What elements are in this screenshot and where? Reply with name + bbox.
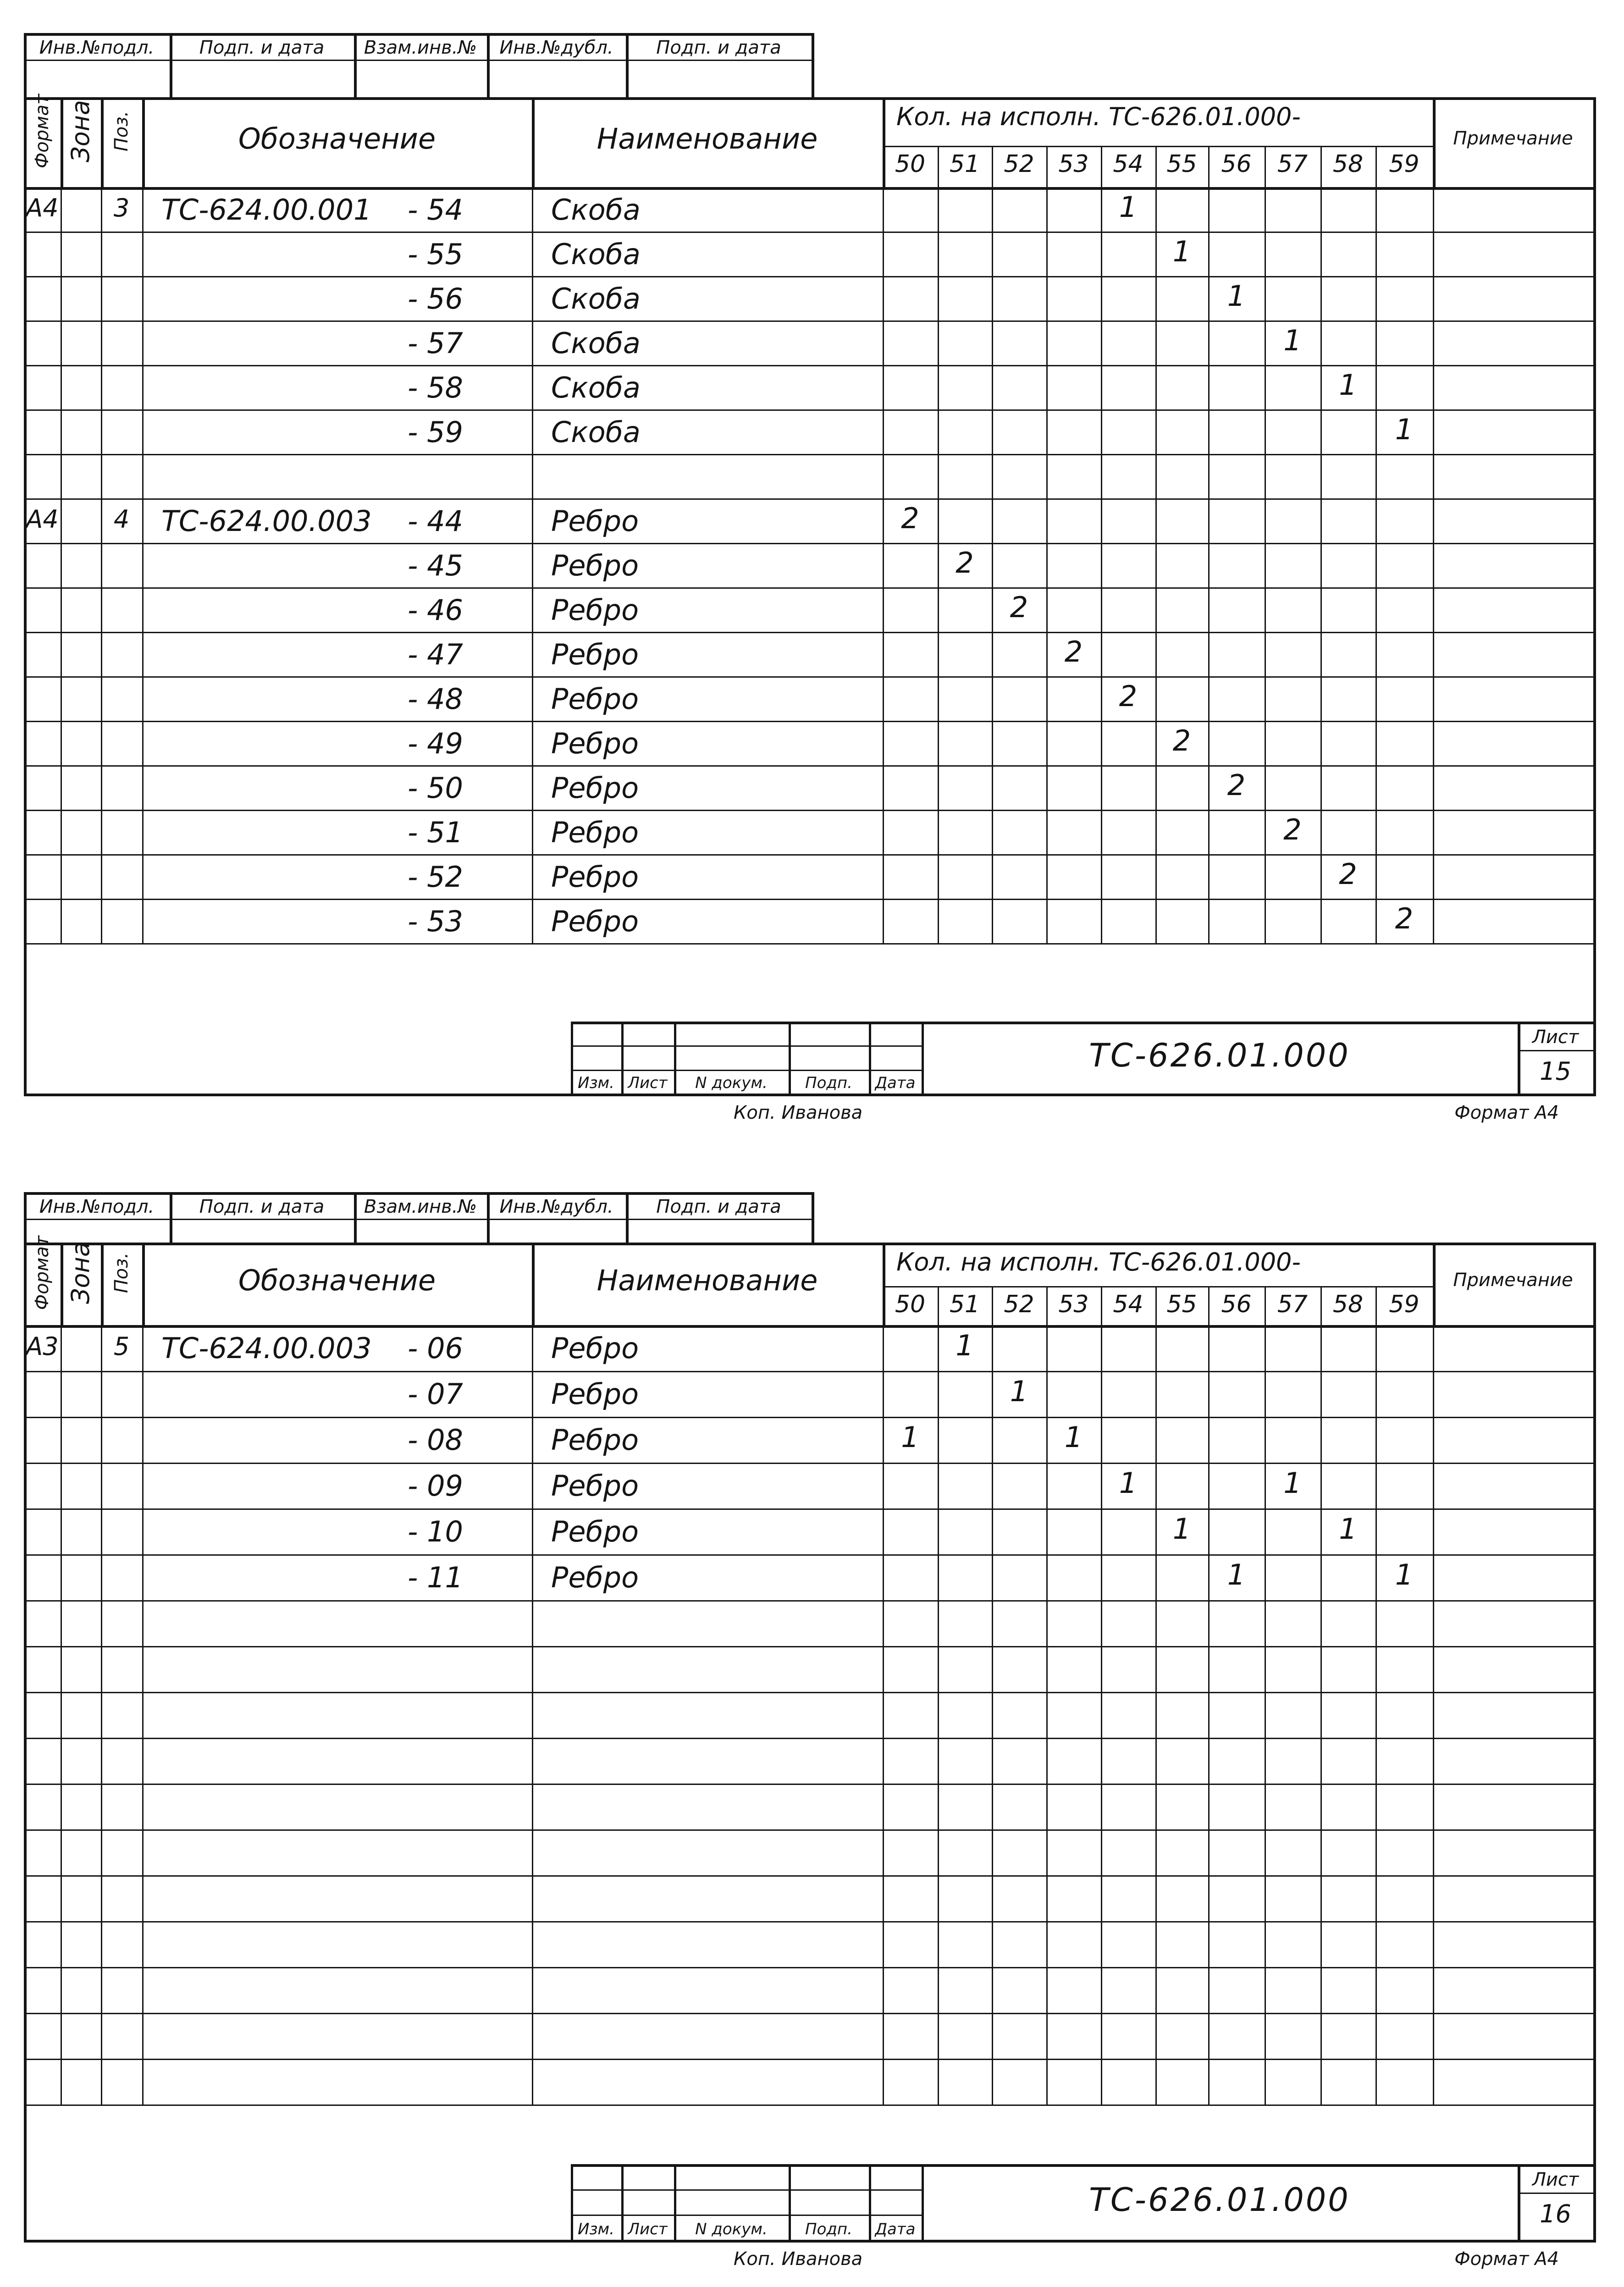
grid-line: [24, 676, 1593, 678]
stamp-label: Взам.инв.№: [364, 1196, 477, 1217]
title-col-label: Изм.: [578, 1074, 614, 1092]
grid-line: [1518, 2193, 1593, 2194]
sheet-number: 15: [1540, 1057, 1571, 1086]
grid-line: [571, 2215, 922, 2216]
stamp-label: Подп. и дата: [656, 37, 781, 58]
name-cell: Ребро: [551, 504, 639, 538]
grid-line: [24, 1463, 1593, 1464]
title-col-label: Подп.: [805, 2220, 852, 2238]
grid-line: [101, 1243, 104, 1325]
designation-suffix: - 50: [408, 771, 463, 805]
qty-cell: 1: [1339, 1512, 1357, 1546]
grid-line: [1593, 1243, 1596, 2240]
grid-line: [883, 1243, 885, 1325]
note-header: Примечание: [1453, 128, 1573, 149]
qty-cell: 2: [1395, 902, 1414, 936]
grid-line: [24, 365, 1593, 366]
grid-line: [626, 33, 629, 97]
designation-suffix: - 07: [408, 1377, 463, 1411]
grid-line: [883, 146, 1433, 147]
designation-suffix: - 52: [408, 860, 463, 894]
qty-cell: 1: [956, 1329, 974, 1362]
grid-line: [1375, 187, 1377, 943]
grid-line: [571, 1045, 922, 1047]
grid-line: [24, 232, 1593, 233]
grid-line: [142, 1325, 144, 2105]
designation-suffix: - 47: [408, 638, 463, 672]
grid-line: [1265, 146, 1266, 187]
grid-line: [571, 1022, 1593, 1024]
title-col-label: Подп.: [805, 1074, 852, 1092]
zone-header: Зона: [66, 99, 95, 163]
name-cell: Ребро: [551, 682, 639, 716]
grid-line: [24, 587, 1593, 589]
stamp-label: Инв.№дубл.: [499, 37, 613, 58]
grid-line: [24, 1371, 1593, 1372]
qty-cell: 2: [1339, 857, 1357, 891]
name-header: Наименование: [597, 122, 818, 155]
grid-line: [61, 1325, 62, 2105]
qty-cell: 2: [1227, 768, 1246, 802]
designation-suffix: - 45: [408, 549, 463, 583]
qty-cell: 1: [1339, 368, 1357, 402]
qty-cell: 2: [1119, 679, 1138, 713]
grid-line: [101, 187, 102, 943]
grid-line: [24, 1219, 812, 1220]
qty-cell: 2: [1172, 724, 1191, 758]
format-cell: А4: [26, 505, 59, 534]
grid-line: [1433, 97, 1436, 187]
grid-line: [24, 1094, 1596, 1096]
designation-suffix: - 55: [408, 238, 463, 271]
grid-line: [1046, 187, 1048, 943]
grid-line: [938, 146, 939, 187]
variant-header-56: 56: [1221, 1291, 1252, 1318]
grid-line: [170, 1192, 172, 1243]
grid-line: [1101, 146, 1102, 187]
grid-line: [883, 187, 884, 943]
grid-line: [938, 187, 939, 943]
grid-line: [24, 454, 1593, 455]
name-cell: Ребро: [551, 1561, 639, 1594]
grid-line: [101, 97, 104, 187]
grid-line: [789, 1022, 791, 1094]
grid-line: [487, 1192, 490, 1243]
grid-line: [354, 33, 357, 97]
grid-line: [1265, 187, 1266, 943]
grid-line: [1208, 1325, 1210, 2105]
designation-suffix: - 57: [408, 326, 463, 360]
grid-line: [24, 187, 1593, 190]
grid-line: [24, 1738, 1593, 1739]
name-cell: Ребро: [551, 1515, 639, 1548]
stamp-label: Инв.№подл.: [39, 1196, 155, 1217]
grid-line: [24, 1243, 27, 2240]
grid-line: [1320, 1286, 1322, 1325]
designation-suffix: - 53: [408, 905, 463, 939]
grid-line: [24, 1417, 1593, 1418]
qty-cell: 1: [1064, 1420, 1083, 1454]
grid-line: [170, 33, 172, 97]
name-cell: Ребро: [551, 816, 639, 850]
grid-line: [883, 1325, 884, 2105]
grid-line: [992, 1325, 993, 2105]
grid-line: [61, 187, 62, 943]
designation-header: Обозначение: [238, 122, 436, 155]
grid-line: [24, 2013, 1593, 2014]
grid-line: [674, 1022, 676, 1094]
grid-line: [1208, 187, 1210, 943]
designation-suffix: - 06: [408, 1331, 463, 1365]
grid-line: [24, 1192, 812, 1195]
variant-header-57: 57: [1277, 150, 1308, 178]
grid-line: [1265, 1325, 1266, 2105]
grid-line: [24, 543, 1593, 544]
grid-line: [24, 1508, 1593, 1510]
grid-line: [571, 1022, 573, 1094]
name-cell: Скоба: [551, 326, 641, 360]
variant-header-55: 55: [1166, 150, 1197, 178]
grid-line: [532, 1243, 535, 1325]
grid-line: [1155, 1286, 1157, 1325]
grid-line: [1101, 1325, 1102, 2105]
variant-header-54: 54: [1113, 150, 1143, 178]
grid-line: [1518, 2164, 1520, 2240]
grid-line: [24, 721, 1593, 722]
sheet-label: Лист: [1532, 2169, 1579, 2190]
format-note: Формат А4: [1454, 2248, 1559, 2270]
grid-line: [789, 2164, 791, 2240]
grid-line: [1593, 97, 1596, 1094]
grid-line: [1046, 1325, 1048, 2105]
grid-line: [24, 97, 1593, 100]
variant-header-59: 59: [1389, 150, 1420, 178]
grid-line: [1208, 1286, 1210, 1325]
qty-cell: 1: [1119, 1466, 1138, 1500]
qty-cell: 1: [901, 1420, 919, 1454]
qty-cell: 2: [956, 546, 974, 580]
name-cell: Ребро: [551, 860, 639, 894]
grid-line: [142, 97, 145, 187]
title-col-label: Лист: [628, 2220, 668, 2238]
grid-line: [938, 1286, 939, 1325]
grid-line: [24, 1829, 1593, 1831]
designation-suffix: - 49: [408, 727, 463, 761]
grid-line: [24, 409, 1593, 411]
grid-line: [487, 33, 490, 97]
title-col-label: Изм.: [578, 2220, 614, 2238]
designation-suffix: - 51: [408, 816, 463, 850]
name-cell: Скоба: [551, 415, 641, 449]
grid-line: [626, 1192, 629, 1243]
grid-line: [532, 187, 533, 943]
variant-header-58: 58: [1332, 1291, 1364, 1318]
qty-cell: 2: [1064, 635, 1083, 669]
grid-line: [1155, 187, 1157, 943]
variant-header-58: 58: [1332, 150, 1364, 178]
grid-line: [674, 2164, 676, 2240]
variant-header-52: 52: [1004, 1291, 1034, 1318]
name-cell: Ребро: [551, 593, 639, 627]
grid-line: [101, 1325, 102, 2105]
grid-line: [24, 899, 1593, 900]
grid-line: [812, 1192, 814, 1243]
grid-line: [1375, 1325, 1377, 2105]
grid-line: [24, 632, 1593, 633]
grid-line: [571, 2164, 573, 2240]
designation-suffix: - 09: [408, 1469, 463, 1503]
grid-line: [354, 1192, 357, 1243]
grid-line: [621, 2164, 624, 2240]
designation-suffix: - 44: [408, 504, 463, 538]
designation-suffix: - 08: [408, 1423, 463, 1457]
designation-suffix: - 56: [408, 282, 463, 316]
pos-header: Поз.: [111, 1252, 132, 1293]
copy-note: Коп. Иванова: [734, 2248, 863, 2270]
format-cell: А3: [26, 1332, 59, 1361]
grid-line: [1265, 1286, 1266, 1325]
name-cell: Ребро: [551, 1377, 639, 1411]
grid-line: [883, 97, 885, 187]
name-cell: Ребро: [551, 638, 639, 672]
variant-header-51: 51: [949, 1291, 980, 1318]
document-code: ТС-626.01.000: [1089, 2181, 1350, 2219]
format-cell: А4: [26, 193, 59, 223]
grid-line: [24, 854, 1593, 856]
name-cell: Ребро: [551, 1423, 639, 1457]
grid-line: [24, 33, 27, 97]
grid-line: [1433, 1325, 1434, 2105]
grid-line: [621, 1022, 624, 1094]
grid-line: [24, 1967, 1593, 1968]
name-cell: Скоба: [551, 371, 641, 405]
grid-line: [1208, 146, 1210, 187]
grid-line: [571, 2164, 1593, 2167]
grid-line: [24, 1600, 1593, 1602]
name-cell: Скоба: [551, 282, 641, 316]
qty-cell: 1: [1172, 1512, 1191, 1546]
name-cell: Ребро: [551, 905, 639, 939]
grid-line: [1433, 1243, 1436, 1325]
name-cell: Ребро: [551, 1331, 639, 1365]
qty-header: Кол. на исполн. ТС-626.01.000-: [896, 1248, 1301, 1276]
grid-line: [24, 2105, 1593, 2106]
grid-line: [883, 1286, 1433, 1287]
grid-line: [992, 187, 993, 943]
grid-line: [24, 1325, 1593, 1328]
grid-line: [24, 765, 1593, 767]
name-cell: Скоба: [551, 193, 641, 227]
pos-cell: 4: [113, 505, 130, 534]
grid-line: [1155, 146, 1157, 187]
variant-header-50: 50: [895, 1291, 926, 1318]
qty-cell: 2: [1010, 591, 1028, 624]
grid-line: [24, 2240, 1596, 2243]
grid-line: [24, 1646, 1593, 1647]
grid-line: [24, 1692, 1593, 1693]
grid-line: [938, 1325, 939, 2105]
name-cell: Ребро: [551, 1469, 639, 1503]
designation-suffix: - 59: [408, 415, 463, 449]
name-header: Наименование: [597, 1264, 818, 1297]
grid-line: [24, 2059, 1593, 2060]
grid-line: [24, 33, 812, 36]
grid-line: [1155, 1325, 1157, 2105]
name-cell: Ребро: [551, 727, 639, 761]
grid-line: [1320, 146, 1322, 187]
designation-suffix: - 54: [408, 193, 463, 227]
designation-suffix: - 10: [408, 1515, 463, 1548]
grid-line: [142, 1243, 145, 1325]
grid-line: [532, 1325, 533, 2105]
grid-line: [61, 97, 63, 187]
grid-line: [142, 187, 144, 943]
title-col-label: Дата: [875, 2220, 916, 2238]
name-cell: Скоба: [551, 238, 641, 271]
grid-line: [1046, 1286, 1048, 1325]
qty-cell: 1: [1395, 1558, 1414, 1591]
grid-line: [1518, 1022, 1520, 1094]
variant-header-59: 59: [1389, 1291, 1420, 1318]
note-header: Примечание: [1453, 1270, 1573, 1291]
grid-line: [61, 1243, 63, 1325]
designation-base: ТС-624.00.003: [161, 504, 372, 538]
grid-line: [869, 1022, 871, 1094]
document-code: ТС-626.01.000: [1089, 1036, 1350, 1074]
variant-header-53: 53: [1058, 150, 1089, 178]
sheet-label: Лист: [1532, 1027, 1579, 1048]
grid-line: [532, 97, 535, 187]
grid-line: [1101, 187, 1102, 943]
grid-line: [24, 810, 1593, 811]
pos-cell: 5: [113, 1332, 130, 1361]
grid-line: [24, 1875, 1593, 1877]
variant-header-50: 50: [895, 150, 926, 178]
grid-line: [24, 320, 1593, 322]
stamp-label: Подп. и дата: [199, 1196, 325, 1217]
designation-base: ТС-624.00.003: [161, 1331, 372, 1365]
qty-cell: 1: [1172, 235, 1191, 269]
qty-cell: 1: [1119, 190, 1138, 224]
variant-header-56: 56: [1221, 150, 1252, 178]
grid-line: [1518, 1050, 1593, 1051]
stamp-label: Инв.№дубл.: [499, 1196, 613, 1217]
grid-line: [24, 1554, 1593, 1556]
variant-header-52: 52: [1004, 150, 1034, 178]
grid-line: [992, 1286, 993, 1325]
designation-suffix: - 11: [408, 1561, 463, 1594]
stamp-label: Взам.инв.№: [364, 37, 477, 58]
grid-line: [1375, 1286, 1377, 1325]
grid-line: [922, 1022, 924, 1094]
qty-cell: 1: [1010, 1375, 1028, 1408]
format-header: Формат: [32, 94, 53, 169]
variant-header-53: 53: [1058, 1291, 1089, 1318]
designation-suffix: - 48: [408, 682, 463, 716]
grid-line: [1433, 187, 1434, 943]
grid-line: [24, 1243, 1593, 1245]
grid-line: [1375, 146, 1377, 187]
grid-line: [922, 2164, 924, 2240]
stamp-label: Подп. и дата: [199, 37, 325, 58]
variant-header-55: 55: [1166, 1291, 1197, 1318]
format-header: Формат: [32, 1235, 53, 1310]
grid-line: [1320, 187, 1322, 943]
grid-line: [24, 60, 812, 61]
designation-base: ТС-624.00.001: [161, 193, 372, 227]
grid-line: [992, 146, 993, 187]
stamp-label: Инв.№подл.: [39, 37, 155, 58]
qty-cell: 1: [1395, 413, 1414, 447]
qty-header: Кол. на исполн. ТС-626.01.000-: [896, 102, 1301, 131]
format-note: Формат А4: [1454, 1102, 1559, 1123]
name-cell: Ребро: [551, 771, 639, 805]
grid-line: [571, 2189, 922, 2191]
title-col-label: N докум.: [695, 2220, 768, 2238]
qty-cell: 2: [901, 502, 919, 536]
grid-line: [24, 1784, 1593, 1785]
variant-header-57: 57: [1277, 1291, 1308, 1318]
specification-sheet-16: [0, 1165, 1624, 2287]
title-col-label: Дата: [875, 1074, 916, 1092]
designation-header: Обозначение: [238, 1264, 436, 1297]
grid-line: [571, 1070, 922, 1071]
designation-suffix: - 58: [408, 371, 463, 405]
qty-cell: 1: [1227, 1558, 1246, 1591]
variant-header-51: 51: [949, 150, 980, 178]
variant-header-54: 54: [1113, 1291, 1143, 1318]
qty-cell: 1: [1283, 1466, 1302, 1500]
grid-line: [869, 2164, 871, 2240]
copy-note: Коп. Иванова: [734, 1102, 863, 1123]
grid-line: [1320, 1325, 1322, 2105]
title-col-label: N докум.: [695, 1074, 768, 1092]
qty-cell: 1: [1283, 324, 1302, 358]
grid-line: [812, 33, 814, 97]
grid-line: [24, 498, 1593, 500]
title-col-label: Лист: [628, 1074, 668, 1092]
grid-line: [1101, 1286, 1102, 1325]
designation-suffix: - 46: [408, 593, 463, 627]
zone-header: Зона: [66, 1241, 95, 1304]
grid-line: [24, 276, 1593, 277]
name-cell: Ребро: [551, 549, 639, 583]
pos-header: Поз.: [111, 110, 132, 152]
sheet-number: 16: [1540, 2199, 1571, 2228]
grid-line: [24, 943, 1593, 945]
grid-line: [24, 1921, 1593, 1922]
qty-cell: 2: [1283, 813, 1302, 847]
pos-cell: 3: [113, 193, 130, 223]
grid-line: [24, 1192, 27, 1243]
stamp-label: Подп. и дата: [656, 1196, 781, 1217]
qty-cell: 1: [1227, 279, 1246, 313]
grid-line: [1046, 146, 1048, 187]
